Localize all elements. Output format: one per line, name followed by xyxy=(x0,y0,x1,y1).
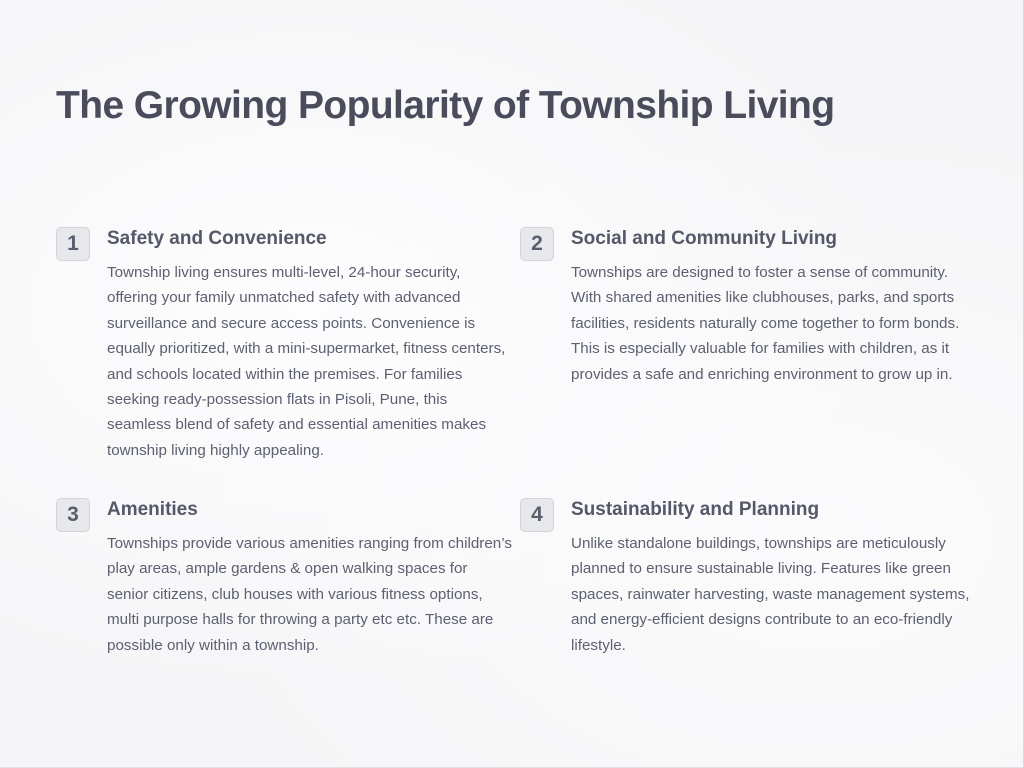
card-heading: Social and Community Living xyxy=(571,228,838,249)
page-title: The Growing Popularity of Township Living xyxy=(56,84,835,127)
card-heading: Safety and Convenience xyxy=(107,228,327,249)
number-badge: 1 xyxy=(56,227,90,261)
card-text: Township living ensures multi-level, 24-hour security, offering your family unmatched safety with advanced surveillance and secure access points. Convenience is equally prioritized, with a mini-supermarket, fitness centers, and schools located within the premises. For families seeking ready-possession flats in Pisoli, Pune, this seamless blend of safety and essential amenities makes township living highly appealing. xyxy=(107,264,506,459)
number-badge: 2 xyxy=(520,227,554,261)
number-badge: 3 xyxy=(56,498,90,532)
card-text: Unlike standalone buildings, townships are meticulously planned to ensure sustainable living. Features like green spaces, rainwater harvesting, waste management systems, and energy-efficient designs contribute to an eco-friendly lifestyle. xyxy=(571,535,970,654)
number-badge: 4 xyxy=(520,498,554,532)
card-text: Townships provide various amenities ranging from children’s play areas, ample gardens & open walking spaces for senior citizens, club houses with various fitness options, multi purpose halls for throwing a party etc etc. These are possible only within a township. xyxy=(107,535,512,654)
card-heading: Amenities xyxy=(107,499,198,520)
card-text: Townships are designed to foster a sense of community. With shared amenities like clubhouses, parks, and sports facilities, residents naturally come together to form bonds. This is especially valuable for families with children, as it provides a safe and enriching environment to grow up in. xyxy=(571,264,960,383)
card-heading: Sustainability and Planning xyxy=(571,499,820,520)
